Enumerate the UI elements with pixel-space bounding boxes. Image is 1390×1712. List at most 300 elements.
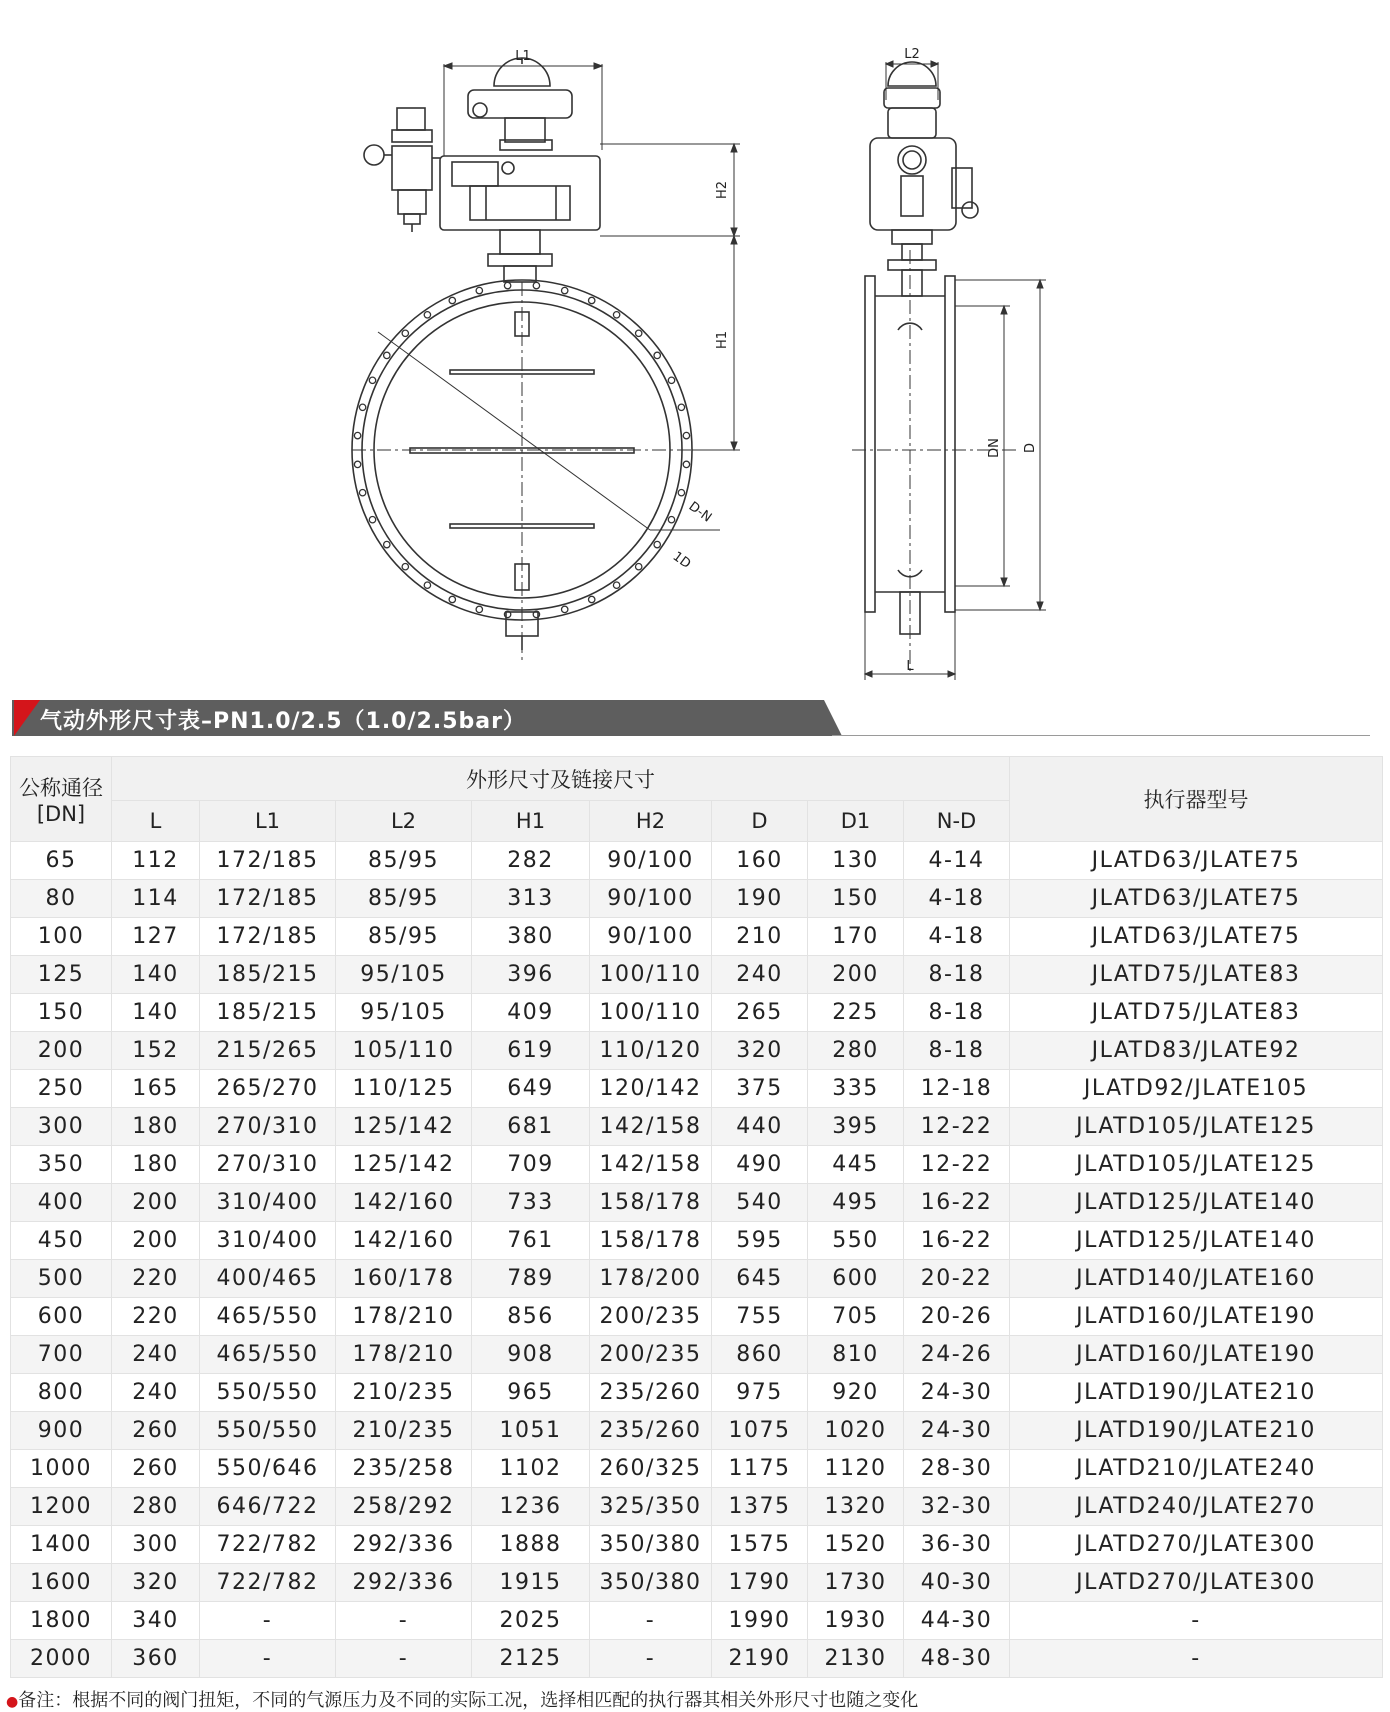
table-cell: 313 [472, 880, 590, 918]
actuator-cell: JLATD190/JLATE210 [1010, 1412, 1383, 1450]
table-cell: 180 [112, 1146, 200, 1184]
table-row [11, 1260, 1383, 1298]
bolt-hole [683, 461, 689, 467]
dn-cell: 400 [11, 1184, 112, 1222]
column-header: H2 [590, 801, 712, 842]
table-cell: 292/336 [336, 1564, 472, 1602]
table-cell: 24-30 [904, 1412, 1010, 1450]
table-cell: 335 [808, 1070, 904, 1108]
table-cell: 649 [472, 1070, 590, 1108]
table-cell: 90/100 [590, 880, 712, 918]
dn-cell: 450 [11, 1222, 112, 1260]
bolt-hole [384, 352, 390, 358]
dn-cell: 800 [11, 1374, 112, 1412]
actuator-cell: JLATD160/JLATE190 [1010, 1336, 1383, 1374]
table-cell: 1320 [808, 1488, 904, 1526]
actuator-cell: JLATD63/JLATE75 [1010, 842, 1383, 880]
bolt-hole [654, 541, 660, 547]
table-cell: 48-30 [904, 1640, 1010, 1678]
table-cell: 210 [712, 918, 808, 956]
table-cell: 1375 [712, 1488, 808, 1526]
table-row [11, 1602, 1383, 1640]
table-cell: 490 [712, 1146, 808, 1184]
header-dn-unit: [DN] [36, 802, 86, 826]
table-cell: 95/105 [336, 994, 472, 1032]
table-cell: 400/465 [200, 1260, 336, 1298]
table-cell: 2025 [472, 1602, 590, 1640]
actuator-cell: JLATD105/JLATE125 [1010, 1108, 1383, 1146]
table-cell: 200/235 [590, 1336, 712, 1374]
table-cell: 440 [712, 1108, 808, 1146]
table-cell: 16-22 [904, 1184, 1010, 1222]
table-row [11, 1298, 1383, 1336]
bolt-hole [402, 564, 408, 570]
table-cell: 1730 [808, 1564, 904, 1602]
header-actuator: 执行器型号 [1010, 757, 1383, 842]
table-cell: 142/158 [590, 1146, 712, 1184]
table-cell: 395 [808, 1108, 904, 1146]
label-L: L [906, 659, 914, 674]
table-cell: 12-22 [904, 1108, 1010, 1146]
dn-cell: 300 [11, 1108, 112, 1146]
column-header: H1 [472, 801, 590, 842]
table-cell: 396 [472, 956, 590, 994]
table-cell: 260 [112, 1450, 200, 1488]
table-row [11, 1412, 1383, 1450]
dn-cell: 1800 [11, 1602, 112, 1640]
table-cell: 158/178 [590, 1184, 712, 1222]
table-cell: 125/142 [336, 1146, 472, 1184]
table-row [11, 1146, 1383, 1184]
table-cell: 112 [112, 842, 200, 880]
table-cell: 120/142 [590, 1070, 712, 1108]
table-cell: 856 [472, 1298, 590, 1336]
actuator-cell: JLATD270/JLATE300 [1010, 1526, 1383, 1564]
bolt-hole [654, 352, 660, 358]
table-cell: - [200, 1602, 336, 1640]
table-row [11, 1374, 1383, 1412]
table-cell: 125/142 [336, 1108, 472, 1146]
dn-cell: 125 [11, 956, 112, 994]
column-header: D1 [808, 801, 904, 842]
table-cell: 110/120 [590, 1032, 712, 1070]
dn-cell: 1400 [11, 1526, 112, 1564]
bolt-hole [476, 287, 482, 293]
table-cell: 789 [472, 1260, 590, 1298]
actuator-cell: JLATD140/JLATE160 [1010, 1260, 1383, 1298]
actuator-cell: JLATD63/JLATE75 [1010, 918, 1383, 956]
label-D: D [1023, 442, 1038, 454]
bolt-hole [678, 490, 684, 496]
table-cell: 270/310 [200, 1108, 336, 1146]
table-row [11, 842, 1383, 880]
table-row [11, 1488, 1383, 1526]
bolt-hole [424, 582, 430, 588]
actuator-cell: JLATD210/JLATE240 [1010, 1450, 1383, 1488]
table-cell: 325/350 [590, 1488, 712, 1526]
table-cell: 2130 [808, 1640, 904, 1678]
footnote-text: 备注：根据不同的阀门扭矩，不同的气源压力及不同的实际工况，选择相匹配的执行器其相关外形尺寸也随之变化 [18, 1690, 919, 1711]
table-cell: 142/160 [336, 1184, 472, 1222]
section-title-bar [12, 700, 1362, 736]
table-cell: 360 [112, 1640, 200, 1678]
table-cell: 110/125 [336, 1070, 472, 1108]
table-cell: 645 [712, 1260, 808, 1298]
table-cell: 240 [112, 1374, 200, 1412]
table-row [11, 1640, 1383, 1678]
table-cell: 550/550 [200, 1374, 336, 1412]
bolt-hole [589, 596, 595, 602]
bolt-hole [402, 330, 408, 336]
table-cell: 100/110 [590, 994, 712, 1032]
column-header: D [712, 801, 808, 842]
bolt-hole [678, 404, 684, 410]
table-cell: 90/100 [590, 842, 712, 880]
table-cell: 320 [712, 1032, 808, 1070]
table-cell: 292/336 [336, 1526, 472, 1564]
bolt-hole [449, 297, 455, 303]
table-cell: 755 [712, 1298, 808, 1336]
table-cell: 142/160 [336, 1222, 472, 1260]
table-row [11, 1032, 1383, 1070]
table-cell: 190 [712, 880, 808, 918]
table-cell: 170 [808, 918, 904, 956]
bolt-hole [354, 432, 360, 438]
table-cell: 340 [112, 1602, 200, 1640]
table-cell: 200 [112, 1222, 200, 1260]
table-row [11, 1450, 1383, 1488]
table-cell: 12-18 [904, 1070, 1010, 1108]
dn-cell: 1200 [11, 1488, 112, 1526]
table-row [11, 1108, 1383, 1146]
footnote-bullet: ● [6, 1694, 19, 1710]
table-cell: 20-22 [904, 1260, 1010, 1298]
bolt-hole [589, 297, 595, 303]
table-cell: 2190 [712, 1640, 808, 1678]
bolt-hole [476, 606, 482, 612]
actuator-cell: JLATD125/JLATE140 [1010, 1184, 1383, 1222]
red-corner-accent [14, 700, 40, 736]
actuator-cell: - [1010, 1602, 1383, 1640]
table-cell: 761 [472, 1222, 590, 1260]
table-row [11, 1222, 1383, 1260]
table-cell: 320 [112, 1564, 200, 1602]
actuator-cell: JLATD105/JLATE125 [1010, 1146, 1383, 1184]
dn-cell: 600 [11, 1298, 112, 1336]
table-row [11, 918, 1383, 956]
table-cell: 90/100 [590, 918, 712, 956]
bolt-hole [424, 312, 430, 318]
table-cell: 20-26 [904, 1298, 1010, 1336]
table-cell: 165 [112, 1070, 200, 1108]
table-cell: 172/185 [200, 880, 336, 918]
table-cell: 270/310 [200, 1146, 336, 1184]
table-cell: 200 [112, 1184, 200, 1222]
table-cell: 40-30 [904, 1564, 1010, 1602]
table-cell: 4-14 [904, 842, 1010, 880]
bolt-hole [613, 312, 619, 318]
dn-cell: 2000 [11, 1640, 112, 1678]
table-cell: 1888 [472, 1526, 590, 1564]
table-cell: 1175 [712, 1450, 808, 1488]
table-cell: 24-30 [904, 1374, 1010, 1412]
table-cell: 1790 [712, 1564, 808, 1602]
dn-cell: 500 [11, 1260, 112, 1298]
table-cell: 280 [808, 1032, 904, 1070]
table-cell: 240 [112, 1336, 200, 1374]
actuator-cell: - [1010, 1640, 1383, 1678]
table-cell: 1575 [712, 1526, 808, 1564]
table-cell: 160/178 [336, 1260, 472, 1298]
label-H1: H1 [715, 330, 730, 350]
table-cell: 140 [112, 956, 200, 994]
dn-cell: 900 [11, 1412, 112, 1450]
actuator-cell: JLATD160/JLATE190 [1010, 1298, 1383, 1336]
bolt-hole [562, 606, 568, 612]
table-cell: 260/325 [590, 1450, 712, 1488]
table-cell: 282 [472, 842, 590, 880]
table-cell: - [590, 1602, 712, 1640]
table-cell: 12-22 [904, 1146, 1010, 1184]
table-row [11, 1336, 1383, 1374]
table-cell: 540 [712, 1184, 808, 1222]
table-cell: 1236 [472, 1488, 590, 1526]
column-header: L [112, 801, 200, 842]
actuator-cell: JLATD63/JLATE75 [1010, 880, 1383, 918]
header-dn [11, 757, 112, 842]
table-cell: 300 [112, 1526, 200, 1564]
table-cell: 681 [472, 1108, 590, 1146]
table-cell: 85/95 [336, 842, 472, 880]
label-L1: L1 [515, 49, 531, 64]
table-cell: 235/260 [590, 1374, 712, 1412]
table-cell: 350/380 [590, 1526, 712, 1564]
valve-technical-drawing [0, 0, 1390, 690]
dn-cell: 65 [11, 842, 112, 880]
table-cell: 1102 [472, 1450, 590, 1488]
bolt-hole [504, 282, 510, 288]
table-cell: 152 [112, 1032, 200, 1070]
section-title: 气动外形尺寸表–PN1.0/2.5（1.0/2.5bar） [40, 709, 526, 734]
table-cell: 28-30 [904, 1450, 1010, 1488]
table-cell: 8-18 [904, 956, 1010, 994]
header-group: 外形尺寸及链接尺寸 [112, 757, 1010, 801]
table-cell: 1990 [712, 1602, 808, 1640]
actuator-cell: JLATD75/JLATE83 [1010, 956, 1383, 994]
table-cell: 722/782 [200, 1564, 336, 1602]
table-cell: 4-18 [904, 918, 1010, 956]
table-cell: 965 [472, 1374, 590, 1412]
bolt-hole [636, 330, 642, 336]
table-row [11, 1070, 1383, 1108]
table-cell: 210/235 [336, 1412, 472, 1450]
table-cell: 350/380 [590, 1564, 712, 1602]
actuator-cell: JLATD92/JLATE105 [1010, 1070, 1383, 1108]
table-cell: 178/210 [336, 1298, 472, 1336]
table-cell: 142/158 [590, 1108, 712, 1146]
dn-cell: 1000 [11, 1450, 112, 1488]
table-cell: 595 [712, 1222, 808, 1260]
label-1D: 1D [669, 549, 694, 572]
table-cell: 36-30 [904, 1526, 1010, 1564]
actuator-cell: JLATD83/JLATE92 [1010, 1032, 1383, 1070]
bolt-hole [449, 596, 455, 602]
actuator-cell: JLATD270/JLATE300 [1010, 1564, 1383, 1602]
table-cell: 975 [712, 1374, 808, 1412]
table-cell: 158/178 [590, 1222, 712, 1260]
table-cell: 260 [112, 1412, 200, 1450]
table-cell: 150 [808, 880, 904, 918]
table-cell: 220 [112, 1298, 200, 1336]
table-cell: 600 [808, 1260, 904, 1298]
table-cell: 1520 [808, 1526, 904, 1564]
column-header: L1 [200, 801, 336, 842]
dn-cell: 700 [11, 1336, 112, 1374]
dn-cell: 100 [11, 918, 112, 956]
table-row [11, 1184, 1383, 1222]
table-cell: 24-26 [904, 1336, 1010, 1374]
table-cell: 258/292 [336, 1488, 472, 1526]
table-cell: 810 [808, 1336, 904, 1374]
bolt-hole [384, 541, 390, 547]
table-cell: 114 [112, 880, 200, 918]
bolt-hole [668, 517, 674, 523]
table-cell: 550/550 [200, 1412, 336, 1450]
table-cell: 550/646 [200, 1450, 336, 1488]
table-cell: 445 [808, 1146, 904, 1184]
dn-cell: 350 [11, 1146, 112, 1184]
table-cell: 105/110 [336, 1032, 472, 1070]
label-L2: L2 [904, 47, 920, 62]
front-actuator [364, 58, 600, 282]
table-cell: 178/210 [336, 1336, 472, 1374]
table-cell: 8-18 [904, 1032, 1010, 1070]
table-cell: 1020 [808, 1412, 904, 1450]
table-cell: 722/782 [200, 1526, 336, 1564]
table-cell: 180 [112, 1108, 200, 1146]
table-cell: 860 [712, 1336, 808, 1374]
table-cell: 95/105 [336, 956, 472, 994]
table-cell: 235/258 [336, 1450, 472, 1488]
bolt-hole [359, 404, 365, 410]
table-cell: 200 [808, 956, 904, 994]
column-header: L2 [336, 801, 472, 842]
table-cell: - [590, 1640, 712, 1678]
table-cell: 550 [808, 1222, 904, 1260]
table-cell: 1120 [808, 1450, 904, 1488]
table-cell: 465/550 [200, 1336, 336, 1374]
dn-cell: 80 [11, 880, 112, 918]
table-cell: 705 [808, 1298, 904, 1336]
table-cell: 265 [712, 994, 808, 1032]
table-cell: 380 [472, 918, 590, 956]
table-cell: 16-22 [904, 1222, 1010, 1260]
bolt-hole [636, 564, 642, 570]
actuator-cell: JLATD75/JLATE83 [1010, 994, 1383, 1032]
bolt-hole [354, 461, 360, 467]
table-cell: 240 [712, 956, 808, 994]
table-cell: 130 [808, 842, 904, 880]
table-cell: 4-18 [904, 880, 1010, 918]
bolt-hole [668, 377, 674, 383]
table-cell: 185/215 [200, 994, 336, 1032]
table-cell: 8-18 [904, 994, 1010, 1032]
table-cell: 733 [472, 1184, 590, 1222]
side-view [865, 62, 978, 634]
table-cell: 908 [472, 1336, 590, 1374]
header-dn-label: 公称通径 [19, 776, 103, 800]
title-rule [832, 735, 1370, 736]
table-cell: 200/235 [590, 1298, 712, 1336]
dn-cell: 200 [11, 1032, 112, 1070]
bolt-hole [359, 490, 365, 496]
table-cell: 495 [808, 1184, 904, 1222]
table-cell: 280 [112, 1488, 200, 1526]
bolt-hole [683, 432, 689, 438]
table-cell: 375 [712, 1070, 808, 1108]
table-cell: 178/200 [590, 1260, 712, 1298]
label-H2: H2 [715, 180, 730, 200]
table-cell: 2125 [472, 1640, 590, 1678]
table-cell: 1915 [472, 1564, 590, 1602]
actuator-cell: JLATD240/JLATE270 [1010, 1488, 1383, 1526]
table-cell: 85/95 [336, 880, 472, 918]
table-cell: 140 [112, 994, 200, 1032]
bolt-hole [533, 282, 539, 288]
table-cell: 127 [112, 918, 200, 956]
bolt-hole [562, 287, 568, 293]
table-cell: 225 [808, 994, 904, 1032]
footnote [6, 1686, 918, 1712]
table-cell: - [200, 1640, 336, 1678]
table-row [11, 956, 1383, 994]
table-cell: 920 [808, 1374, 904, 1412]
dimension-table [10, 756, 1383, 1678]
table-row [11, 994, 1383, 1032]
table-cell: 1075 [712, 1412, 808, 1450]
table-cell: 646/722 [200, 1488, 336, 1526]
table-cell: 310/400 [200, 1184, 336, 1222]
table-cell: 210/235 [336, 1374, 472, 1412]
table-cell: 220 [112, 1260, 200, 1298]
table-cell: 185/215 [200, 956, 336, 994]
actuator-cell: JLATD190/JLATE210 [1010, 1374, 1383, 1412]
table-cell: - [336, 1602, 472, 1640]
label-DN-holes: D-N [685, 499, 715, 526]
table-cell: 409 [472, 994, 590, 1032]
table-cell: 100/110 [590, 956, 712, 994]
table-cell: 265/270 [200, 1070, 336, 1108]
table-cell: - [336, 1640, 472, 1678]
table-cell: 310/400 [200, 1222, 336, 1260]
label-DN: DN [987, 438, 1002, 458]
table-row [11, 1564, 1383, 1602]
bolt-hole [613, 582, 619, 588]
table-cell: 1051 [472, 1412, 590, 1450]
table-cell: 465/550 [200, 1298, 336, 1336]
table-row [11, 1526, 1383, 1564]
bolt-hole [369, 377, 375, 383]
bolt-hole [369, 517, 375, 523]
table-cell: 160 [712, 842, 808, 880]
table-cell: 235/260 [590, 1412, 712, 1450]
dn-cell: 1600 [11, 1564, 112, 1602]
table-cell: 44-30 [904, 1602, 1010, 1640]
table-cell: 1930 [808, 1602, 904, 1640]
table-cell: 172/185 [200, 842, 336, 880]
table-cell: 85/95 [336, 918, 472, 956]
column-header: N-D [904, 801, 1010, 842]
